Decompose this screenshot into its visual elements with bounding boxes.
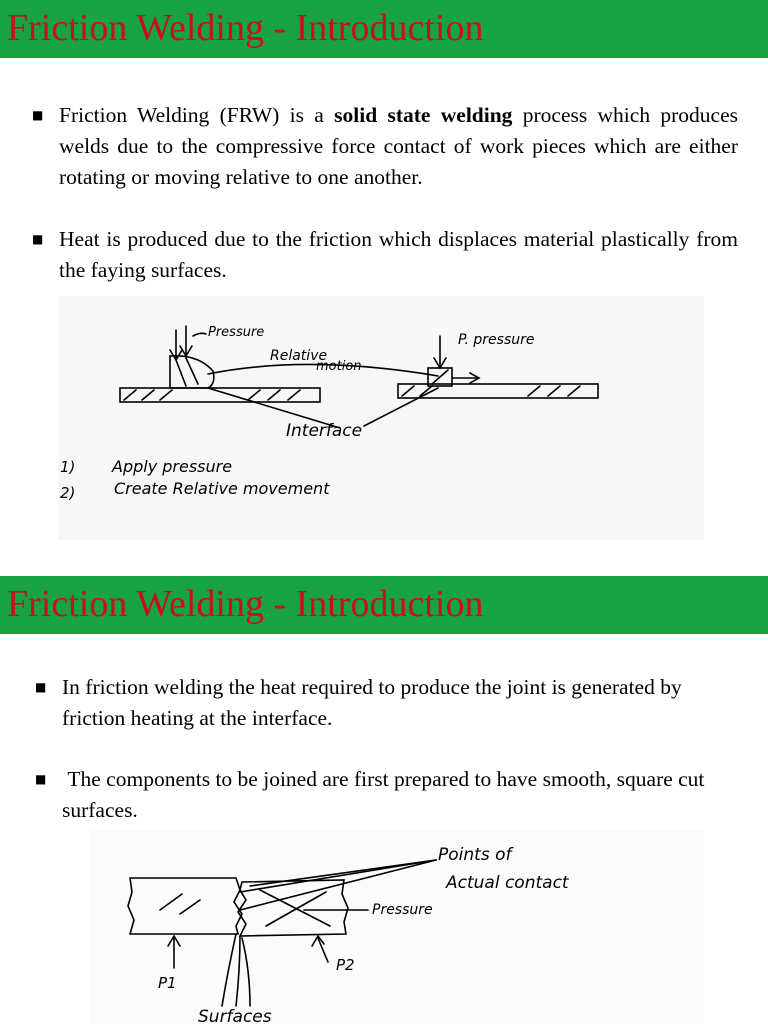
label-relative-motion-line2: motion bbox=[316, 359, 362, 374]
label-interface: Interface bbox=[286, 421, 363, 441]
bullet-item bbox=[35, 764, 722, 826]
bullet-marker-icon: ■ bbox=[35, 680, 47, 694]
right-workpiece bbox=[238, 880, 348, 936]
bullet-item bbox=[32, 224, 738, 286]
slide-title: Friction Welding - Introduction bbox=[7, 7, 484, 49]
slide-title: Friction Welding - Introduction bbox=[7, 583, 484, 625]
bullet-text: The components to be joined are first prepared to have smooth, square cut surfaces. bbox=[62, 767, 710, 822]
label-actual-contact: Actual contact bbox=[446, 873, 569, 893]
label-p1: P1 bbox=[158, 974, 177, 992]
sketch-drawing bbox=[90, 830, 704, 1024]
bullet-marker-icon: ■ bbox=[35, 772, 47, 786]
bullet-marker-icon: ■ bbox=[32, 232, 44, 246]
label-relative-motion-line1: Relative bbox=[270, 348, 328, 364]
bullet-marker-icon: ■ bbox=[32, 108, 44, 122]
step-text: Create Relative movement bbox=[114, 479, 330, 498]
label-p2: P2 bbox=[336, 956, 355, 974]
friction-welding-sketch bbox=[58, 296, 704, 540]
bullet-text: In friction welding the heat required to produce the joint is generated by friction heating at the interface. bbox=[62, 675, 682, 730]
bullet-item bbox=[32, 100, 738, 193]
bullet-item bbox=[35, 672, 682, 734]
label-pressure-right: P. pressure bbox=[458, 332, 535, 348]
label-points-of: Points of bbox=[438, 845, 512, 865]
step-number: 2) bbox=[60, 484, 76, 502]
left-base-plate bbox=[120, 388, 320, 402]
label-pressure-left: Pressure bbox=[208, 325, 265, 340]
label-surfaces: Surfaces bbox=[198, 1007, 272, 1024]
step-text: Apply pressure bbox=[112, 457, 233, 476]
sketch-drawing bbox=[58, 296, 704, 540]
bullet-text: Heat is produced due to the friction which displaces material plastically from the faying surfaces. bbox=[59, 227, 738, 282]
left-workpiece bbox=[128, 878, 242, 934]
label-pressure: Pressure bbox=[372, 902, 433, 918]
surface-contact-sketch bbox=[90, 830, 704, 1024]
bullet-text-bold: solid state welding bbox=[334, 103, 513, 127]
slide-2 bbox=[0, 576, 768, 1024]
step-number: 1) bbox=[60, 458, 76, 476]
bullet-text-pre: Friction Welding (FRW) is a bbox=[59, 103, 335, 127]
bullet-text-post: process which produces welds due to the compressive force contact of work pieces which are either rotating or moving relative to one another. bbox=[59, 103, 738, 189]
